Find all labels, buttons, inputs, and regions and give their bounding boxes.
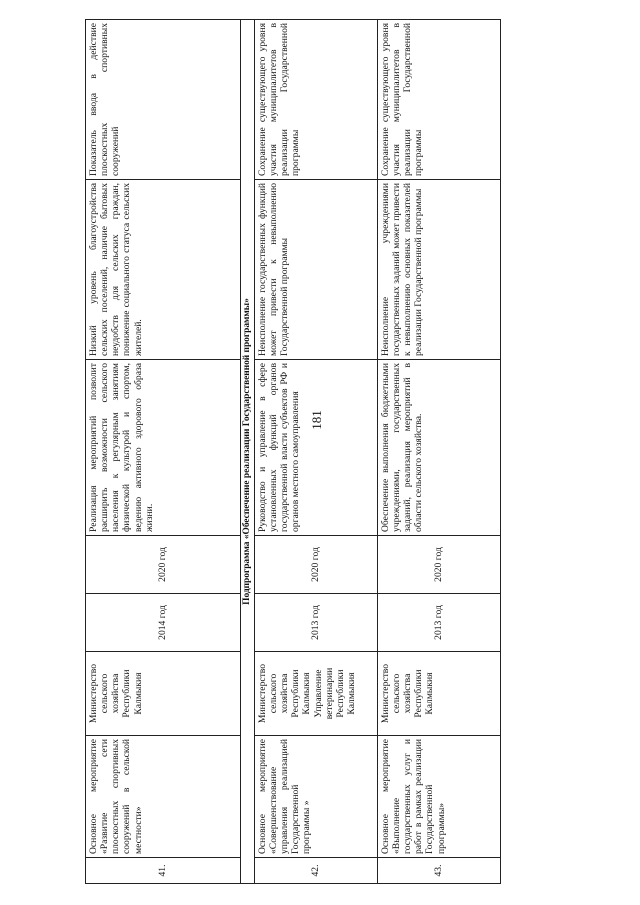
event-name: Основное мероприятие «Выполнение государственных услуг и работ в рамках реализации Государственной программы» bbox=[377, 736, 500, 858]
indicator-link: Сохранение существующего уровня участия муниципалитетов в реализации Государственной программы bbox=[254, 20, 377, 180]
executor: Министерство сельского хозяйства Республики Калмыкия Управление ветеринарии Республики Калмыкия bbox=[254, 652, 377, 736]
event-name: Основное мероприятие «Совершенствование управления реализацией Государственной программы » bbox=[254, 736, 377, 858]
end-year: 2020 год bbox=[86, 536, 241, 594]
indicator-link: Сохранение существующего уровня участия муниципалитетов в реализации Государственной программы bbox=[377, 20, 500, 180]
program-events-table bbox=[85, 19, 501, 884]
executor: Министерство сельского хозяйства Республики Калмыкия bbox=[86, 652, 241, 736]
start-year: 2013 год bbox=[254, 594, 377, 652]
table-frame bbox=[85, 20, 447, 884]
expected-result: Руководство и управление в сфере установленных функций органов государственной власти субъектов РФ и органов местного самоуправления bbox=[254, 360, 377, 536]
end-year: 2020 год bbox=[377, 536, 500, 594]
indicator-link: Показатель ввода в действие плоскостных спортивных сооружений bbox=[86, 20, 241, 180]
row-number: 42. bbox=[254, 858, 377, 884]
end-year: 2020 год bbox=[254, 536, 377, 594]
table-row bbox=[86, 20, 241, 884]
expected-result: Реализация мероприятий позволит расширить возможности сельского населения к регулярным занятиям физической культурой и спортом, ведению активного здорового образа жизни. bbox=[86, 360, 241, 536]
non-implementation-consequence: Неисполнение учреждениями государственных заданий может привести к невыполнению основных показателей реализации Государственной программы bbox=[377, 180, 500, 360]
expected-result: Обеспечение выполнения бюджетными учреждениями, государственных заданий, реализация мероприятий в области сельского хозяйства. bbox=[377, 360, 500, 536]
executor: Министерство сельского хозяйства Республики Калмыкия bbox=[377, 652, 500, 736]
start-year: 2014 год bbox=[86, 594, 241, 652]
subprogram-title: Подпрограмма «Обеспечение реализации Государственной программы» bbox=[241, 20, 255, 884]
page-number: 181 bbox=[309, 410, 324, 430]
row-number: 41. bbox=[86, 858, 241, 884]
event-name: Основное мероприятие «Развитие сети плоскостных спортивных сооружений в сельской местности» bbox=[86, 736, 241, 858]
table-row bbox=[377, 20, 500, 884]
subprogram-header-row bbox=[241, 20, 255, 884]
non-implementation-consequence: Низкий уровень благоустройства сельских поселений, наличие бытовых неудобств для сельских граждан, понижение социального статуса сельских жителей. bbox=[86, 180, 241, 360]
row-number: 43. bbox=[377, 858, 500, 884]
start-year: 2013 год bbox=[377, 594, 500, 652]
non-implementation-consequence: Неисполнение государственных функций может привести к невыполнению Государственной программы bbox=[254, 180, 377, 360]
table-row bbox=[254, 20, 377, 884]
